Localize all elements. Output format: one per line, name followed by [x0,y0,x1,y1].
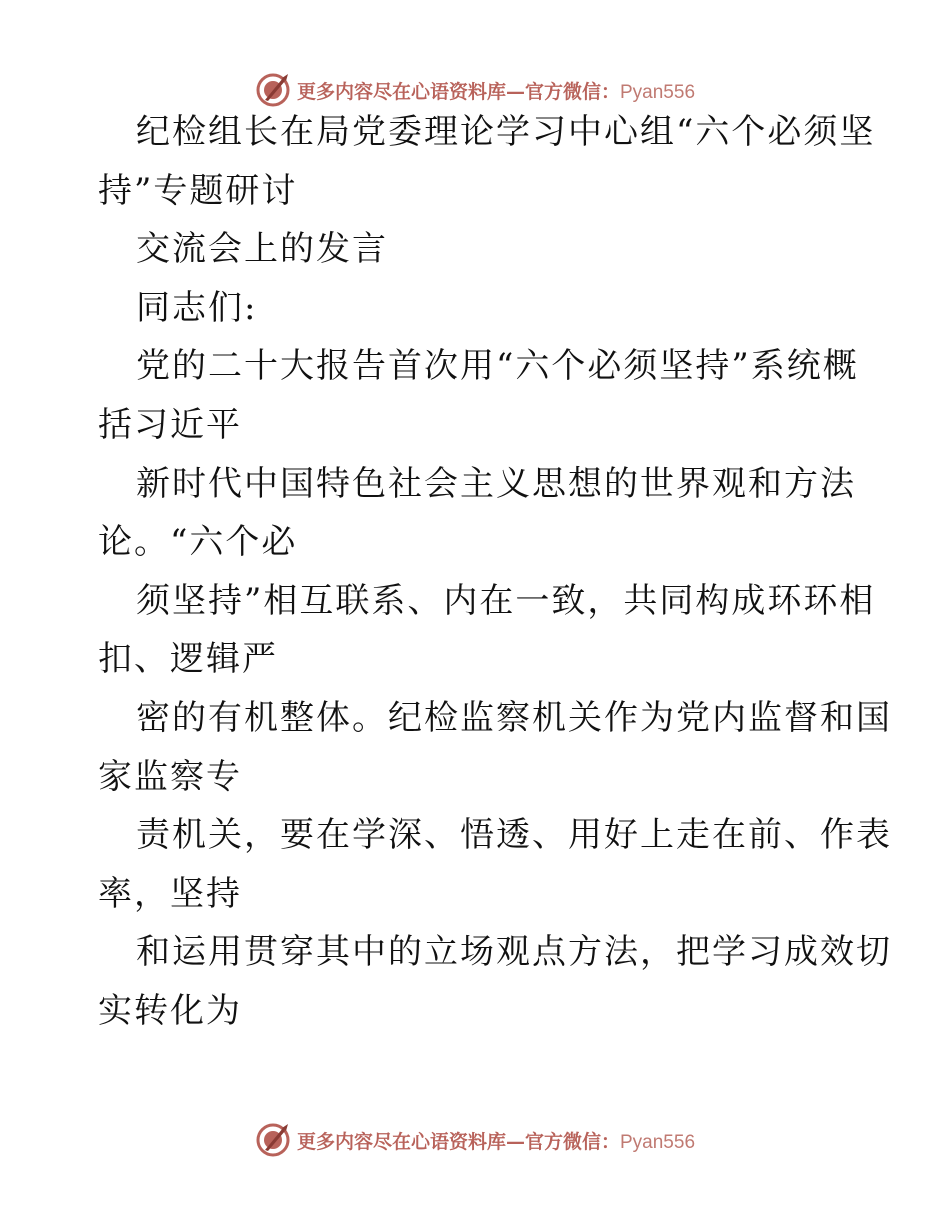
text-line: 交流会上的发言 [136,229,388,270]
wechat-handle: Pyan556 [620,1131,696,1153]
text-line: 和运用贯穿其中的立场观点方法，把学习成效切 [136,932,892,973]
header-banner [0,70,950,110]
text-line: 密的有机整体。纪检监察机关作为党内监督和国 [136,698,892,738]
text-line: 家监察专 [98,756,242,797]
quill-circle-logo-icon [255,1122,291,1158]
text-line: 同志们: [136,287,258,328]
footer-banner [0,1120,950,1160]
text-line: 括习近平 [98,405,242,445]
text-line: 实转化为 [98,991,242,1031]
quill-circle-logo-icon [255,72,291,108]
text-line: 纪检组长在局党委理论学习中心组“六个必须坚 [136,112,876,152]
text-line: 责机关，要在学深、悟透、用好上走在前、作表 [136,815,892,856]
text-line: 须坚持”相互联系、内在一致，共同构成环环相 [136,580,876,621]
banner-text: 更多内容尽在心语资料库—官方微信：Pyan556 [296,1130,696,1153]
wechat-handle: Pyan556 [620,81,696,103]
text-line: 扣、逻辑严 [98,639,278,680]
banner-text: 更多内容尽在心语资料库—官方微信：Pyan556 [296,80,696,103]
text-line: 率，坚持 [98,873,242,914]
text-line: 论。“六个必 [98,522,298,563]
text-line: 党的二十大报告首次用“六个必须坚持”系统概 [136,346,859,387]
text-line: 持”专题研讨 [98,170,298,211]
text-line: 新时代中国特色社会主义思想的世界观和方法 [136,463,856,504]
